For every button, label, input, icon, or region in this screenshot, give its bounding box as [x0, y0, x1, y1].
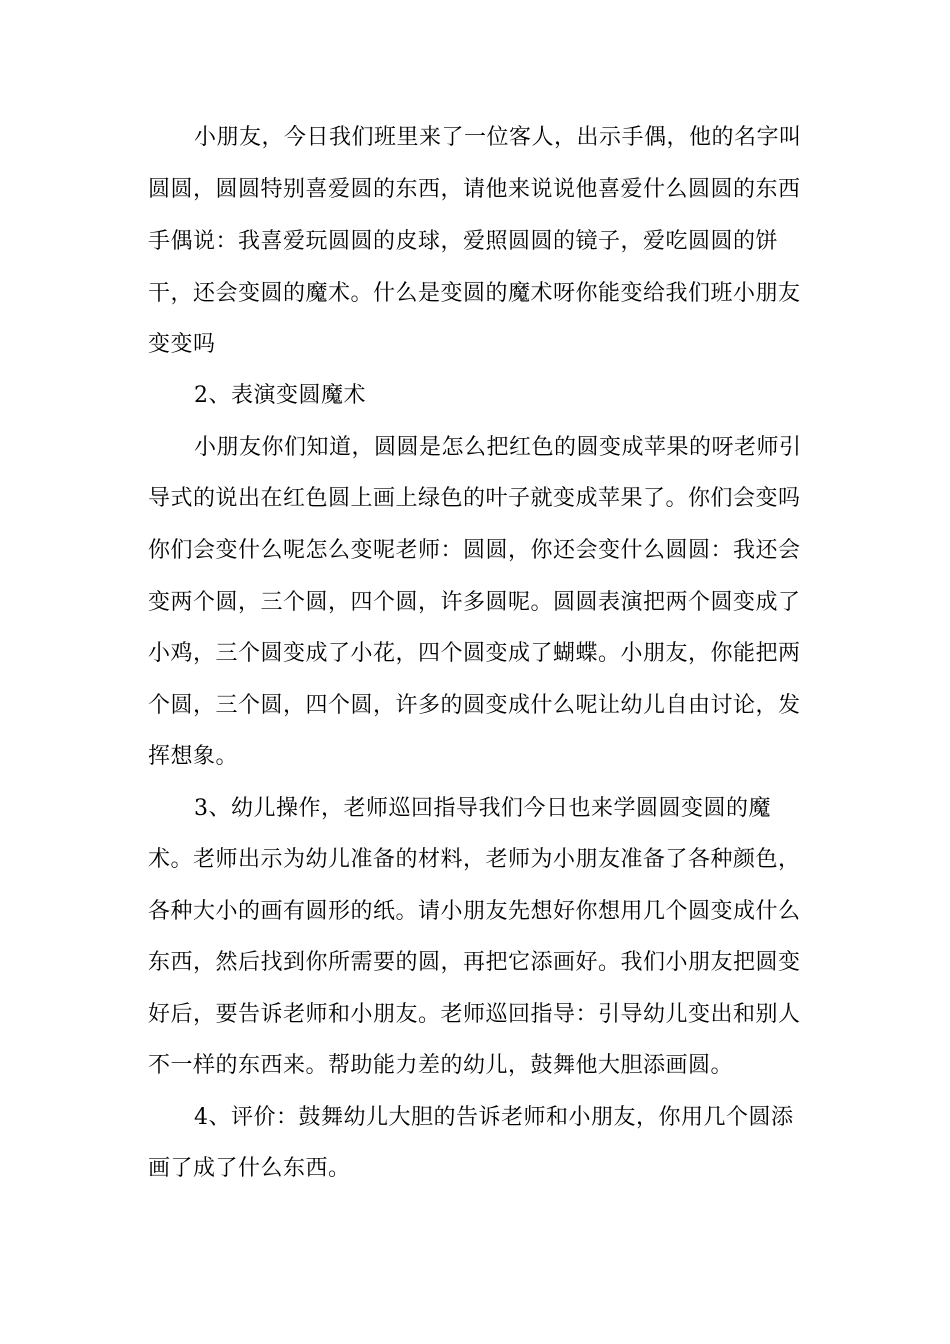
paragraph-1-line-4: 干，还会变圆的魔术。什么是变圆的魔术呀你能变给我们班小朋友 [148, 281, 801, 306]
paragraph-1-line-3: 手偶说：我喜爱玩圆圆的皮球，爱照圆圆的镜子，爱吃圆圆的饼 [148, 229, 779, 254]
paragraph-3-line-1: 3、幼儿操作，老师巡回指导我们今日也来学圆圆变圆的魔 [194, 796, 771, 821]
paragraph-4-line-2: 画了成了什么东西。 [148, 1156, 351, 1181]
paragraph-3-line-6: 不一样的东西来。帮助能力差的幼儿，鼓舞他大胆添画圆。 [148, 1053, 734, 1078]
paragraph-2-line-6: 个圆，三个圆，四个圆，许多的圆变成什么呢让幼儿自由讨论，发 [148, 693, 801, 718]
paragraph-2-line-5: 小鸡，三个圆变成了小花，四个圆变成了蝴蝶。小朋友，你能把两 [148, 641, 801, 666]
section-heading-2: 2、表演变圆魔术 [194, 383, 366, 408]
paragraph-3-line-3: 各种大小的画有圆形的纸。请小朋友先想好你想用几个圆变成什么 [148, 899, 801, 924]
paragraph-1-line-2: 圆圆，圆圆特别喜爱圆的东西，请他来说说他喜爱什么圆圆的东西 [148, 177, 801, 202]
paragraph-1-line-1: 小朋友，今日我们班里来了一位客人，出示手偶，他的名字叫 [194, 125, 802, 150]
paragraph-3-line-5: 好后，要告诉老师和小朋友。老师巡回指导：引导幼儿变出和别人 [148, 1002, 801, 1027]
paragraph-2-line-1: 小朋友你们知道，圆圆是怎么把红色的圆变成苹果的呀老师引 [194, 435, 802, 460]
paragraph-4-line-1: 4、评价：鼓舞幼儿大胆的告诉老师和小朋友，你用几个圆添 [194, 1105, 794, 1130]
paragraph-3-line-2: 术。老师出示为幼儿准备的材料，老师为小朋友准备了各种颜色， [148, 847, 801, 872]
paragraph-3-line-4: 东西，然后找到你所需要的圆，再把它添画好。我们小朋友把圆变 [148, 950, 801, 975]
paragraph-2-line-3: 你们会变什么呢怎么变呢老师：圆圆，你还会变什么圆圆：我还会 [148, 538, 801, 563]
paragraph-2-line-2: 导式的说出在红色圆上画上绿色的叶子就变成苹果了。你们会变吗 [148, 486, 801, 511]
paragraph-2-line-4: 变两个圆，三个圆，四个圆，许多圆呢。圆圆表演把两个圆变成了 [148, 590, 801, 615]
paragraph-1-line-5: 变变吗 [148, 332, 216, 357]
paragraph-2-line-7: 挥想象。 [148, 744, 239, 769]
